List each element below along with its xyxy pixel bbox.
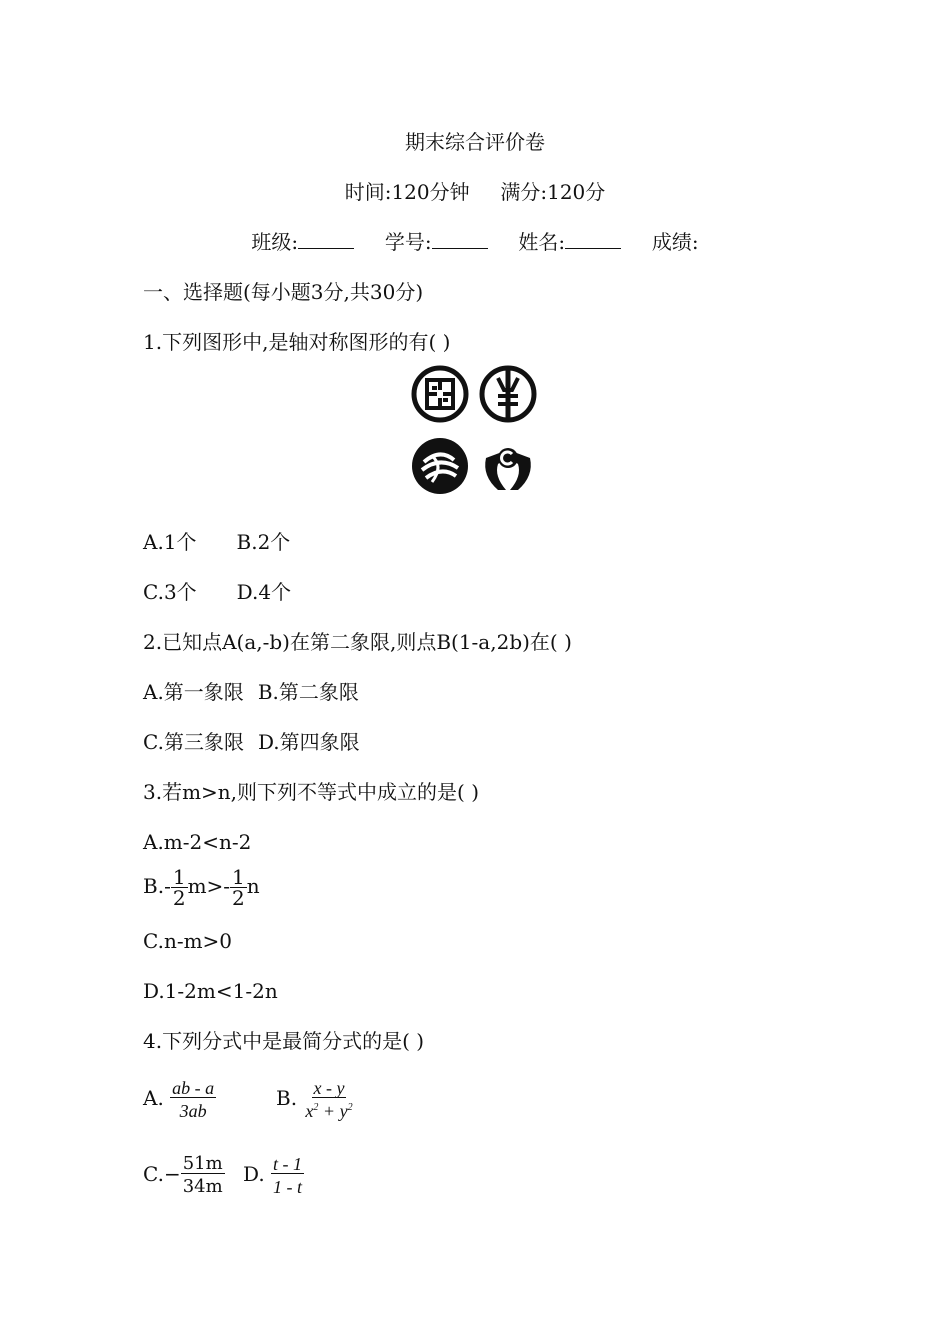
fraction bbox=[271, 1155, 304, 1196]
minus-sign: − bbox=[163, 1162, 181, 1186]
denominator: 3ab bbox=[179, 1101, 207, 1121]
option-a[interactable]: A.第一象限 bbox=[143, 680, 244, 704]
fraction bbox=[303, 1079, 354, 1120]
question-2-options-cd bbox=[143, 730, 360, 754]
option-b-end: n bbox=[246, 874, 260, 898]
option-a[interactable]: A.1个 bbox=[143, 530, 197, 554]
bank-logo-icon bbox=[410, 364, 470, 424]
question-1-options-cd bbox=[143, 580, 291, 604]
class-field[interactable] bbox=[298, 230, 354, 249]
time-limit: 时间:120分钟 bbox=[344, 180, 470, 204]
fraction bbox=[181, 1155, 225, 1196]
question-2-options-ab bbox=[143, 680, 359, 704]
china-mobile-logo-icon bbox=[410, 436, 470, 496]
fraction bbox=[171, 867, 188, 908]
exponent: 2 bbox=[347, 1102, 353, 1113]
numerator: t - 1 bbox=[273, 1154, 303, 1174]
option-c[interactable] bbox=[143, 1150, 225, 1198]
option-b-middle: m>- bbox=[187, 874, 231, 898]
exponent: 2 bbox=[313, 1102, 319, 1113]
option-d-label: D. bbox=[243, 1162, 265, 1186]
numerator: x - y bbox=[313, 1078, 345, 1098]
student-info bbox=[0, 230, 950, 254]
numerator: 1 bbox=[232, 865, 245, 889]
class-label: 班级: bbox=[251, 230, 299, 254]
denominator bbox=[303, 1098, 354, 1120]
full-score: 满分:120分 bbox=[500, 180, 606, 204]
option-d[interactable]: D.1-2m<1-2n bbox=[143, 979, 278, 1003]
number-field[interactable] bbox=[432, 230, 488, 249]
name-field[interactable] bbox=[565, 230, 621, 249]
option-d[interactable] bbox=[243, 1150, 304, 1198]
bank-hands-logo-icon bbox=[478, 436, 538, 496]
option-d[interactable]: D.第四象限 bbox=[257, 730, 360, 754]
option-d[interactable]: D.4个 bbox=[236, 580, 292, 604]
option-b[interactable] bbox=[276, 1074, 355, 1122]
question-2-stem: 2.已知点A(a,-b)在第二象限,则点B(1-a,2b)在( ) bbox=[143, 630, 572, 654]
option-c[interactable]: C.第三象限 bbox=[143, 730, 244, 754]
page-title: 期末综合评价卷 bbox=[405, 130, 545, 154]
denominator: 1 - t bbox=[273, 1177, 303, 1197]
numerator: 1 bbox=[172, 865, 186, 889]
option-c[interactable]: C.n-m>0 bbox=[143, 929, 233, 953]
plus-sign: + bbox=[318, 1101, 340, 1121]
numerator: ab - a bbox=[172, 1078, 215, 1098]
question-1-stem: 1.下列图形中,是轴对称图形的有( ) bbox=[143, 330, 451, 354]
section-heading: 一、选择题(每小题3分,共30分) bbox=[143, 280, 424, 304]
option-b-label: B. bbox=[143, 874, 165, 898]
option-a[interactable] bbox=[143, 1074, 216, 1122]
den-x: x bbox=[305, 1101, 314, 1121]
option-b[interactable] bbox=[143, 866, 260, 908]
option-a-label: A. bbox=[143, 1086, 164, 1110]
numerator: 51m bbox=[182, 1153, 223, 1174]
denominator: 34m bbox=[182, 1176, 223, 1197]
fraction bbox=[230, 867, 247, 908]
exam-meta bbox=[0, 180, 950, 204]
option-c-label: C. bbox=[143, 1162, 164, 1186]
denominator: 2 bbox=[172, 886, 186, 910]
question-4-stem: 4.下列分式中是最简分式的是( ) bbox=[143, 1029, 425, 1053]
denominator: 2 bbox=[232, 886, 245, 910]
option-b[interactable]: B.2个 bbox=[236, 530, 291, 554]
option-b[interactable]: B.第二象限 bbox=[257, 680, 359, 704]
den-y: y bbox=[339, 1101, 348, 1121]
minus-sign: - bbox=[164, 874, 171, 898]
question-1-options-ab bbox=[143, 530, 290, 554]
grade-label: 成绩: bbox=[651, 230, 699, 254]
agricultural-bank-logo-icon bbox=[478, 364, 538, 424]
option-a[interactable]: A.m-2<n-2 bbox=[143, 830, 252, 854]
number-label: 学号: bbox=[384, 230, 432, 254]
name-label: 姓名: bbox=[518, 230, 566, 254]
option-b-label: B. bbox=[276, 1086, 298, 1110]
option-c[interactable]: C.3个 bbox=[143, 580, 197, 604]
fraction bbox=[170, 1079, 216, 1120]
question-3-stem: 3.若m>n,则下列不等式中成立的是( ) bbox=[143, 780, 480, 804]
